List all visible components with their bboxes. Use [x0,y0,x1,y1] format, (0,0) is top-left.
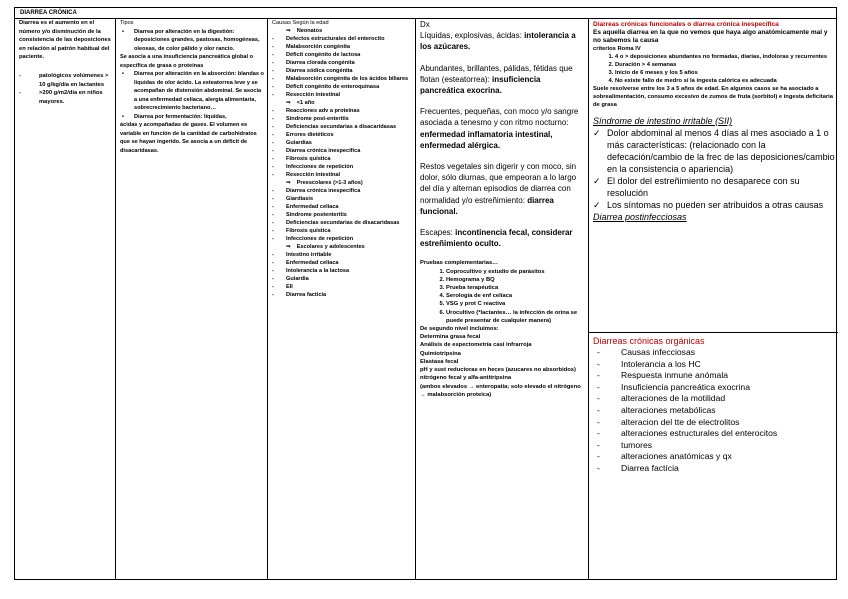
dash-marker: - [597,370,600,381]
dash-marker: - [272,204,274,210]
functional-section [593,21,835,223]
list-item: - Diarrea crónica inespecífica [272,188,361,194]
list-item: - Infecciones de repetición [272,164,354,170]
list-item: - Resección intestinal [272,92,341,98]
dash-marker: - [272,284,274,290]
list-item: - Fibrosis quística [272,156,331,162]
list-item: 4. Serología de enf celíaca [446,292,585,300]
list-item: - tumores [593,440,835,452]
dash-marker: - [272,140,274,146]
list-item: - Diarrea clorada congénita [272,60,355,66]
section-divider [589,332,838,333]
dash-marker: - [597,347,600,357]
list-item: - patológicos volúmenes > 10 g/kg/día en lactantes [19,72,109,88]
dash-marker: - [272,156,274,162]
bullet-marker: • [122,113,124,120]
criteria-list [593,53,835,85]
resolution-text: Suele resolverse entre los 3 a 5 años de edad. En algunos casos se ha asociado a sobrealimentación, consumo excesivo de zumos de fruta (sorbitol) e ingesta deficitaria de grasa [593,86,833,108]
list-item: - Diarrea facticia [272,292,327,298]
dash-marker: - [272,252,274,258]
dash-marker: - [597,358,600,369]
dash-marker: - [272,220,274,226]
age-group-label: ⇒ <1 año [286,100,315,106]
list-item: Determina grasa fecal [420,334,481,341]
list-item: (ambos elevados → enteropatía; solo elevado el nitrógeno → malabsorción proteica) [420,383,581,398]
list-item: - Malabsorción congénita [272,44,351,50]
dash-marker: - [597,404,600,415]
dash-marker: - [597,451,600,462]
dash-marker: - [272,172,274,178]
causes-heading: Causas Según la edad [272,20,329,26]
list-item: 1. 4 o > deposiciones abundantes no formadas, diarias, indoloras y recurrentes [615,53,835,61]
dash-marker: - [272,52,274,58]
dash-marker: - [272,68,274,74]
list-item: - Fibrosis quística [272,228,331,234]
dash-marker: - [272,84,274,90]
list-item: - alteracion del tte de electrolitos [593,417,835,429]
dash-marker: - [272,212,274,218]
list-item: - Giardiasis [272,196,314,202]
tests-list [420,268,585,325]
dash-marker: - [272,108,274,114]
organic-section [593,335,835,475]
list-item: - Enfermedad celiaca [272,260,339,266]
list-item: - Déficit congénito de enteroquinasa [272,84,380,90]
dash-marker: - [272,228,274,234]
list-item: - Intolerancia a los HC [593,359,835,371]
types-note: ácidas y acompañadas de gases. El volumen es variable en función de la cantidad de carbohidratos que se hayan ingerido. Se asocia a un déficit de disacaridasas. [120,122,257,154]
dash-marker: - [272,36,274,42]
types-column [116,19,268,579]
list-item: ✓ Dolor abdominal al menos 4 días al mes asociado a 1 o más características: (relacionado con la defecación/cambio de la frec de las deposiciones/cambio en la consistencia o apariencia) [593,128,835,174]
dash-marker: - [272,260,274,266]
list-item: - Infecciones de repetición [272,236,354,242]
list-item: • Diarrea por alteración en la digestión: deposiciones grandes, pastosas, homogéneas, oleosas, de color pálido y olor rancio. [122,28,260,52]
dash-marker: - [272,292,274,298]
list-item: • Diarrea por fermentación: líquidas, [122,113,227,120]
dash-marker: - [272,76,274,82]
list-item: - alteraciones anatómicas y qx [593,451,835,463]
list-item: 3. Prueba terapéutica [446,284,585,292]
check-icon: ✓ [593,200,601,210]
list-item: 2. Hemograma y BQ [446,276,585,284]
list-item: - alteraciones estructurales del enterocitos [593,428,835,440]
list-item: - EII [272,284,293,290]
criteria-title: criterios Roma IV [593,46,641,52]
tests-section [420,259,585,398]
list-item: - Resección intestinal [272,172,341,178]
tests-title: Pruebas complementarias… [420,260,498,267]
age-group-label: ⇒ Escolares y adolescentes [286,244,365,250]
list-item: - >200 g/m2/día en niños mayores. [19,90,103,105]
list-item: - Síndrome post-enteritis [272,116,349,122]
arrow-icon: ⇒ [286,28,291,34]
list-item: - Síndrome postenteritis [272,212,347,218]
dash-marker: - [272,148,274,154]
list-item: - Diarrea sódica congénita [272,68,353,74]
postinfectious-title: Diarrea postinfecciosas [593,212,687,222]
list-item: - Diarrea crónica inespecífica [272,148,361,154]
dash-marker: - [272,196,274,202]
functional-title: Diarreas crónicas funcionales o diarrea crónica inespecífica [593,21,779,28]
list-item: - Deficiencias secundarias a disacaridasas [272,124,397,130]
arrow-icon: ⇒ [286,244,291,250]
dash-marker: - [272,188,274,194]
list-item: - alteraciones metabólicas [593,405,835,417]
dash-marker: - [272,164,274,170]
dx-paragraph: Escapes: incontinencia fecal, considerar estreñimiento oculto. [420,228,573,249]
dx-paragraph: Abundantes, brillantes, pálidas, fétidas que flotan (esteatorrea): insuficiencia pancreática exocrina. [420,63,573,96]
dash-marker: - [272,92,274,98]
list-item: pH y sust reductoras en heces (azucares no absorbidos) [420,367,576,374]
functional-description: Es aquella diarrea en la que no vemos que haya algo anatómicamente mal y no sabemos la causa [593,29,828,44]
dx-paragraph: Líquidas, explosivas, ácidas: intolerancia a los azúcares. [420,31,576,52]
list-item: • Diarrea por alteración en la absorción: blandas o líquidas de olor ácido. La esteatorrea leve y se acompañan de distensión abdominal. Se asocia a una enfermedad celíaca, alergia alimentaria, sobrecrecimiento bacteriano… [122,71,264,111]
check-icon: ✓ [593,176,601,186]
dash-marker: - [272,276,274,282]
list-item: - Deficiencias secundarias de disacaridasas [272,220,400,226]
list-item: 6. Urocultivo (*lactantes… la infección de orina se puede presentar de cualquier manera) [446,309,585,325]
dash-marker: - [272,268,274,274]
list-item: - Intestino irritable [272,252,332,258]
list-item: - Reacciones adv a proteínas [272,108,360,114]
list-item: - Malabsorción congénita de los ácidos biliares [272,76,409,82]
list-item: De segundo nivel incluimos: [420,326,499,333]
bullet-marker: • [122,28,124,35]
check-icon: ✓ [593,128,601,138]
list-item: Elastasa fecal [420,358,459,365]
age-group-label: ⇒ Neonatos [286,28,323,34]
dx-heading: Dx [420,20,430,29]
arrow-icon: ⇒ [286,180,291,186]
list-item: - Respuesta inmune anómala [593,370,835,382]
dash-marker: - [272,124,274,130]
table-title: DIARREA CRÓNICA [15,8,836,19]
list-item: - Guiardias [272,140,312,146]
organic-title: Diarreas crónicas orgánicas [593,336,705,346]
dx-paragraph: Frecuentes, pequeñas, con moco y/o sangre asociada a tenesmo y con ritmo nocturno: enfermedad inflamatoria intestinal, enfermedad alérgica. [420,107,579,150]
list-item: - Enfermedad celiaca [272,204,339,210]
list-item: - Diarrea factícia [593,463,835,475]
list-item: 3. Inicio de 6 meses y los 5 años [615,69,835,77]
list-item: - Guiardia [272,276,309,282]
list-item: nitrógeno fecal y alfa-antitripsina [420,375,512,382]
list-item: - Intolerancia a la lactosa [272,268,350,274]
dash-marker: - [597,462,600,473]
list-item: ✓ El dolor del estreñimiento no desaparece con su resolución [593,176,800,198]
dash-marker: - [272,236,274,242]
dash-marker: - [272,132,274,138]
dash-marker: - [597,428,600,439]
dash-marker: - [597,416,600,427]
dash-marker: - [272,44,274,50]
types-note: Se asocia a una insuficiencia pancreática global o específica de grasa o proteínas [120,54,254,69]
functional-organic-column [589,19,838,579]
dash-marker: - [19,72,21,79]
dx-paragraph: Restos vegetales sin digerir y con moco, sin dolor, sólo diurnas, que empeoran a lo largo del día y alternan episodios de diarrea con normalidad y/o estreñimiento: diarrea funcional. [420,162,577,216]
organic-list [593,347,835,475]
diagnosis-column [416,19,589,579]
list-item: 1. Coprocultivo y estudio de parásitos [446,268,585,276]
list-item: 5. VSG y prot C reactiva [446,300,585,308]
list-item: - Defectos estructurales del enterocito [272,36,385,42]
list-item: Quimiotripsina [420,350,461,357]
causes-column [268,19,416,579]
sii-title: Síndrome de intestino irritable (SII) [593,116,733,126]
list-item: - alteraciones de la motilidad [593,393,835,405]
definition-text: Diarrea es el aumento en el número y/o disminución de la consistencia de las deposiciones en relación al patrón habitual del paciente. [19,20,111,61]
causes-list [272,27,412,299]
list-item: 2. Duración > 4 semanas [615,61,835,69]
list-item: - Errores dietéticos [272,132,334,138]
dash-marker: - [19,90,21,97]
dash-marker: - [272,116,274,122]
list-item: - Déficit congénito de lactosa [272,52,361,58]
types-heading: Tipos [120,20,134,26]
list-item: ✓ Los síntomas no pueden ser atribuidos a otras causas [593,200,824,210]
dash-marker: - [597,393,600,404]
dash-marker: - [597,439,600,450]
arrow-icon: ⇒ [286,100,291,106]
dash-marker: - [272,60,274,66]
list-item: - Insuficiencia pancreática exocrina [593,382,835,394]
age-group-label: ⇒ Preescolares (>1-3 años) [286,180,363,186]
list-item: - Causas infecciosas [593,347,835,359]
bullet-marker: • [122,71,124,77]
list-item: 4. No existe fallo de medro si la ingesta calórica es adecuada [615,77,835,85]
summary-table [14,7,837,580]
definition-column [15,19,116,579]
list-item: Análisis de espectometría casi infrarroja [420,342,532,349]
dash-marker: - [597,381,600,392]
